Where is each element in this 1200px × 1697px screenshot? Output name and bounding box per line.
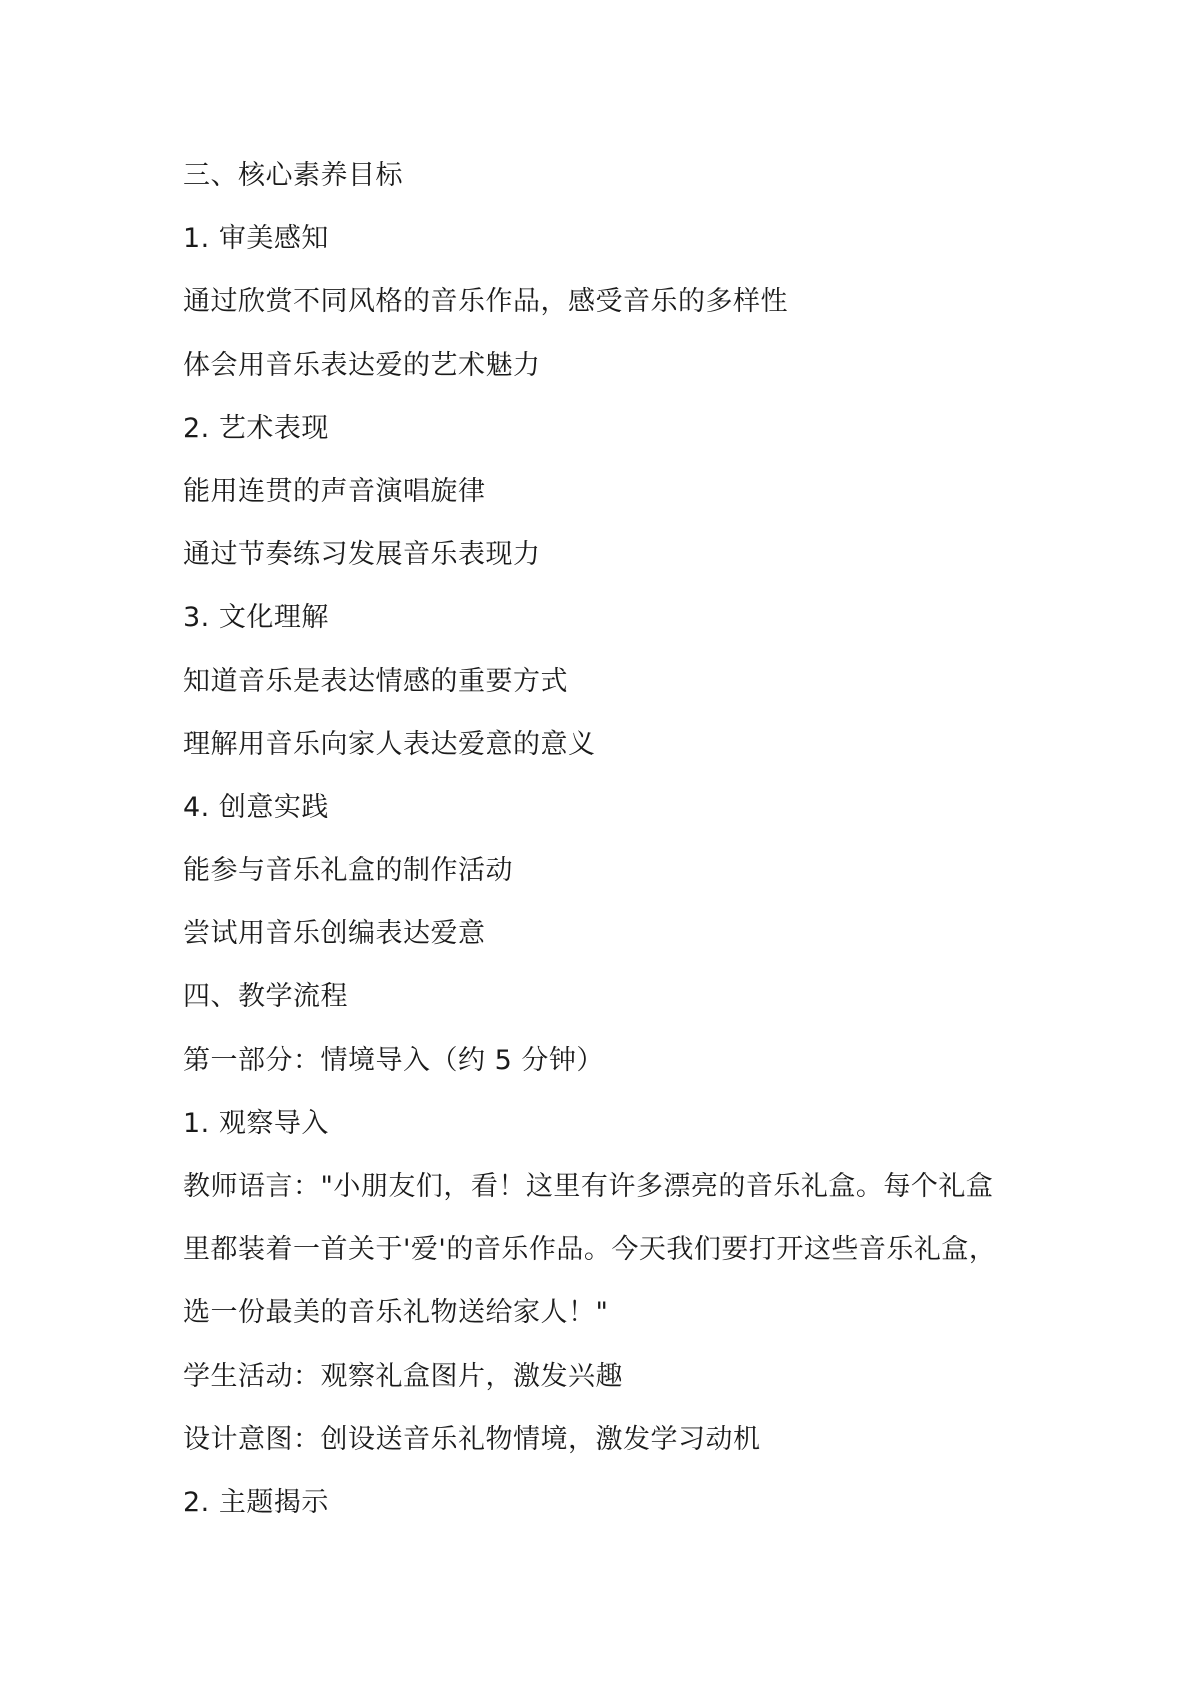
body-text-line: 通过节奏练习发展音乐表现力 [183,539,541,571]
section-heading-core-literacy-goals: 三、核心素养目标 [183,160,403,191]
subheading-observation-intro: 1. 观察导入 [183,1107,329,1139]
body-text-line: 教师语言："小朋友们，看！这里有许多漂亮的音乐礼盒。每个礼盒 [183,1171,994,1202]
subheading-aesthetic-perception: 1. 审美感知 [183,223,329,255]
body-text-line: 理解用音乐向家人表达爱意的意义 [183,728,596,760]
body-text-line: 能用连贯的声音演唱旋律 [183,475,486,507]
document-body [183,154,1043,1544]
body-text-line: 设计意图：创设送音乐礼物情境，激发学习动机 [183,1423,761,1455]
body-text-line: 体会用音乐表达爱的艺术魅力 [183,349,541,381]
section-heading-teaching-process: 四、教学流程 [183,981,348,1013]
body-text-line: 学生活动：观察礼盒图片，激发兴趣 [183,1360,623,1392]
part-heading-scenario-intro: 第一部分：情境导入（约 5 分钟） [183,1044,604,1076]
body-text-line: 选一份最美的音乐礼物送给家人！" [183,1297,609,1329]
subheading-cultural-understanding: 3. 文化理解 [183,602,329,634]
body-text-line: 知道音乐是表达情感的重要方式 [183,665,568,697]
subheading-theme-reveal: 2. 主题揭示 [183,1486,329,1518]
body-text-line: 通过欣赏不同风格的音乐作品，感受音乐的多样性 [183,286,788,318]
body-text-line: 能参与音乐礼盒的制作活动 [183,855,513,887]
subheading-artistic-expression: 2. 艺术表现 [183,412,329,444]
body-text-line: 尝试用音乐创编表达爱意 [183,918,486,950]
body-text-line: 里都装着一首关于'爱'的音乐作品。今天我们要打开这些音乐礼盒， [183,1234,997,1266]
subheading-creative-practice: 4. 创意实践 [183,791,329,823]
